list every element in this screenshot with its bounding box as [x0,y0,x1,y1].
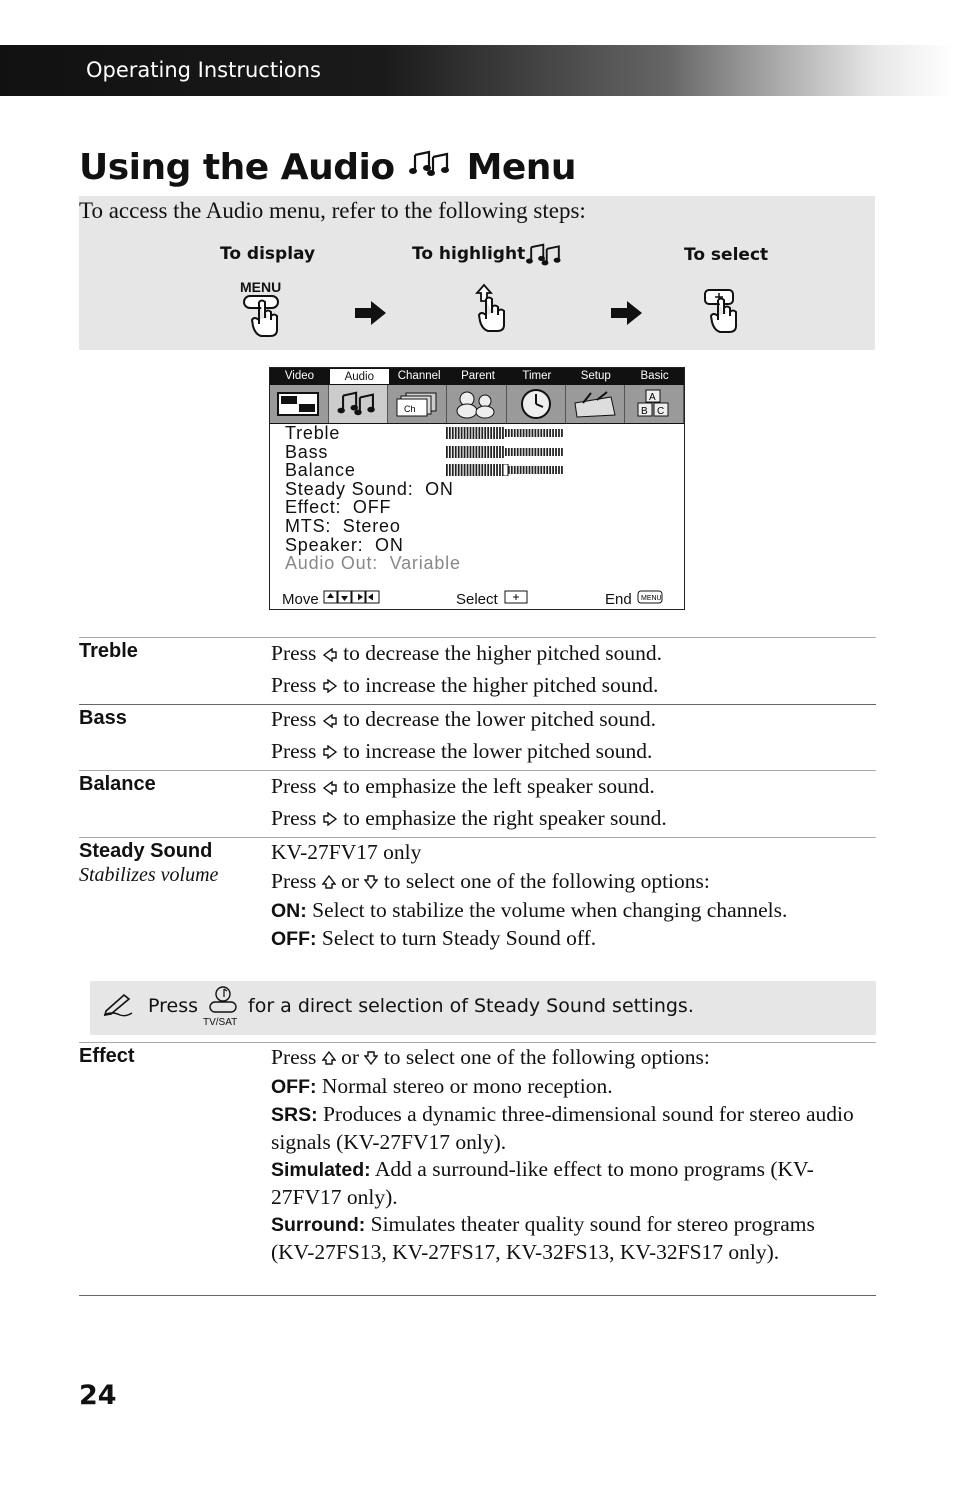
audio-notes-icon [526,242,564,273]
level-tick [458,446,460,458]
level-tick [555,466,557,474]
desc-model: KV-27FV17 only [271,840,422,864]
balance-level-bar [446,464,564,476]
desc-treble [271,640,861,700]
level-tick [484,446,486,458]
level-tick [493,464,495,476]
level-tick [549,466,551,474]
level-tick [537,448,539,456]
level-tick [561,429,563,437]
tv-item-speaker: Speaker: ON [285,534,404,555]
level-tick [473,427,475,439]
left-arrow-icon [322,708,338,735]
tab-audio: Audio [329,368,390,385]
level-tick [537,429,539,437]
select-key-icon [502,591,530,608]
hand-press-icon [242,294,284,343]
level-tick [549,448,551,456]
level-tick [487,427,489,439]
option-srs: SRS: Produces a dynamic three-dimensional sound for stereo audio signals (KV-27FV17 only). [271,1101,854,1154]
level-tick [496,446,498,458]
level-tick [520,466,522,474]
level-tick [558,448,560,456]
treble-level-bar [446,427,564,439]
level-tick [455,446,457,458]
level-tick [540,448,542,456]
footer-end-label: End [605,591,632,608]
level-tick [476,427,478,439]
desc-steady-sound [271,839,861,953]
option-simulated: Simulated: Add a surround-like effect to mono programs (KV-27FV17 only). [271,1156,814,1209]
level-tick [470,427,472,439]
tab-setup: Setup [580,370,611,382]
title-text-suffix: Menu [466,147,577,188]
level-tick [546,466,548,474]
level-tick [561,448,563,456]
level-tick [467,427,469,439]
level-tick [543,429,545,437]
level-tick [499,446,501,458]
level-tick [446,446,448,458]
level-tick [505,429,507,437]
level-tick [532,466,534,474]
page-number: 24 [79,1380,117,1411]
menu-button-label: MENU [240,279,282,295]
level-tick [467,446,469,458]
term-balance: Balance [79,773,156,795]
right-arrow-icon [322,806,338,833]
right-arrow-icon [322,673,338,700]
level-tick [470,464,472,476]
tv-menu-items [285,424,461,573]
row-divider [79,770,876,771]
note-press: Press [148,995,199,1017]
tab-parent: Parent [461,370,495,382]
level-tick [452,427,454,439]
level-tick [484,427,486,439]
steps-intro: To access the Audio menu, refer to the following steps: [79,198,586,223]
level-tick [552,466,554,474]
level-tick [452,446,454,458]
basic-abc-blocks-icon [625,385,684,423]
arrow-right-icon [355,299,387,332]
level-tick [546,448,548,456]
right-arrow-icon [322,739,338,766]
left-arrow-icon [322,775,338,802]
tv-item-audio-out: Audio Out: Variable [285,553,461,574]
level-tick [552,429,554,437]
tv-menu-tabs [270,368,684,385]
option-on: ON: Select to stabilize the volume when changing channels. [271,897,788,922]
level-tick [464,427,466,439]
svg-text:Ch: Ch [404,404,416,414]
level-tick [517,448,519,456]
note-box [90,981,876,1035]
desc-line: Press to emphasize the left speaker sound. [271,773,861,802]
parent-bear-icon [447,385,506,423]
tv-item-treble: Treble [285,423,341,443]
level-tick [449,464,451,476]
tv-footer-end [605,590,664,608]
level-tick [490,427,492,439]
video-icon [270,385,329,423]
row-divider [79,1042,876,1043]
tv-menu-icons [270,385,684,424]
level-tick [511,448,513,456]
level-tick [540,429,542,437]
level-tick [526,466,528,474]
setup-toolbox-icon [566,385,625,423]
level-tick [487,464,489,476]
level-tick [496,427,498,439]
level-tick [555,429,557,437]
level-tick [508,448,510,456]
level-tick [478,464,480,476]
level-tick [473,446,475,458]
level-tick [493,446,495,458]
down-arrow-icon [364,870,378,897]
level-tick [458,464,460,476]
level-tick [449,446,451,458]
tv-item-mts: MTS: Stereo [285,515,401,536]
row-divider [79,704,876,705]
level-tick [502,446,504,458]
level-tick [526,429,528,437]
level-tick [478,446,480,458]
level-tick [446,427,448,439]
level-tick [476,464,478,476]
level-tick [490,464,492,476]
level-tick [526,448,528,456]
tab-video: Video [284,370,315,382]
level-tick [508,429,510,437]
level-tick [467,464,469,476]
tv-audio-menu [269,367,685,610]
level-tick [481,427,483,439]
tv-footer-move [282,590,383,608]
left-arrow-icon [322,642,338,669]
step-select-label: To select [684,245,769,265]
svg-text:B: B [640,406,648,417]
up-arrow-icon [322,870,336,897]
tv-item-balance: Balance [285,460,356,481]
audio-notes-icon [409,147,453,188]
level-tick [452,464,454,476]
desc-balance [271,773,861,833]
tv-sat-button-icon [205,985,241,1020]
level-tick [561,466,563,474]
level-tick [523,429,525,437]
level-tick [511,429,513,437]
level-tick [535,466,537,474]
level-tick [478,427,480,439]
level-tick [496,464,498,476]
term-treble: Treble [79,640,138,662]
level-tick [484,464,486,476]
desc-line: Press to decrease the lower pitched sound. [271,706,861,735]
menu-key-icon [636,591,664,608]
level-tick [481,464,483,476]
level-tick [487,446,489,458]
svg-text:MENU: MENU [640,595,662,602]
title-text: Using the Audio [79,147,395,188]
steps-box [79,196,875,350]
level-tick [481,446,483,458]
desc-line: Press or to select one of the following options: [271,868,861,897]
step-highlight-label: To highlight [412,244,526,264]
up-arrow-icon [322,1046,336,1073]
term-effect: Effect [79,1045,135,1067]
pencil-note-icon [102,991,134,1022]
term-steady-sound: Steady Sound [79,840,213,862]
level-tick [461,446,463,458]
level-tick [511,466,513,474]
footer-select-label: Select [456,591,498,608]
level-tick [499,464,501,476]
desc-line: Press to decrease the higher pitched sound. [271,640,861,669]
row-divider [79,637,876,638]
option-off: OFF: Select to turn Steady Sound off. [271,925,597,950]
level-tick [543,448,545,456]
term-steady-sound-subtitle: Stabilizes volume [79,864,219,886]
option-off: OFF: Normal stereo or mono reception. [271,1073,613,1098]
level-tick [532,448,534,456]
level-tick [473,464,475,476]
level-tick [464,446,466,458]
step-display-label: To display [220,244,316,264]
note-text: for a direct selection of Steady Sound settings. [248,995,694,1017]
tv-footer-select [456,590,530,608]
page-title [79,147,576,188]
bass-level-bar [446,446,564,458]
desc-line: Press or to select one of the following options: [271,1044,861,1073]
svg-text:C: C [656,406,665,417]
arrow-keys-icon [323,591,383,608]
row-divider [79,837,876,838]
level-tick [520,448,522,456]
audio-notes-icon [329,385,388,423]
desc-line: Press to increase the higher pitched sound. [271,672,861,701]
level-tick [529,466,531,474]
level-tick [549,429,551,437]
level-tick [493,427,495,439]
level-tick [555,448,557,456]
tv-item-bass: Bass [285,441,329,462]
level-tick [523,448,525,456]
arrow-right-icon [611,299,643,332]
level-tick [558,466,560,474]
desc-line: Press to emphasize the right speaker sound. [271,805,861,834]
tab-timer: Timer [522,370,552,382]
down-arrow-icon [364,1046,378,1073]
level-tick [505,448,507,456]
hand-select-icon [703,288,743,339]
tv-item-effect: Effect: OFF [285,497,392,518]
level-tick [502,427,504,439]
level-tick [455,427,457,439]
desc-bass [271,706,861,766]
level-tick [537,466,539,474]
footer-move-label: Move [282,591,319,608]
level-tick [464,464,466,476]
level-tick [470,446,472,458]
level-tick [514,448,516,456]
term-bass: Bass [79,707,127,729]
level-tick [499,427,501,439]
level-tick [476,446,478,458]
balance-marker [503,464,508,476]
tab-channel: Channel [397,370,441,382]
level-tick [449,427,451,439]
level-tick [517,466,519,474]
desc-line: Press to increase the lower pitched sound. [271,738,861,767]
level-tick [517,429,519,437]
level-tick [535,448,537,456]
level-tick [523,466,525,474]
level-tick [514,466,516,474]
level-tick [458,427,460,439]
desc-effect [271,1044,861,1266]
level-tick [455,464,457,476]
row-divider [79,1295,876,1296]
level-tick [558,429,560,437]
tv-sat-label: TV/SAT [203,1017,238,1028]
timer-clock-icon [507,385,566,423]
section-header-bar [0,45,954,96]
level-tick [461,427,463,439]
level-tick [532,429,534,437]
level-tick [461,464,463,476]
level-tick [552,448,554,456]
tab-basic: Basic [640,370,669,382]
tv-item-steady-sound: Steady Sound: ON [285,478,454,499]
hand-joystick-icon [475,283,511,338]
level-tick [514,429,516,437]
level-tick [535,429,537,437]
option-surround: Surround: Simulates theater quality sound for stereo programs (KV-27FS13, KV-27FS17, KV-32FS13, KV-32FS17 only). [271,1211,815,1264]
level-tick [490,446,492,458]
level-tick [546,429,548,437]
level-tick [520,429,522,437]
channel-icon [388,385,447,423]
level-tick [540,466,542,474]
level-tick [446,464,448,476]
svg-text:A: A [648,392,656,403]
level-tick [543,466,545,474]
level-tick [529,448,531,456]
section-header: Operating Instructions [86,58,321,82]
level-tick [529,429,531,437]
